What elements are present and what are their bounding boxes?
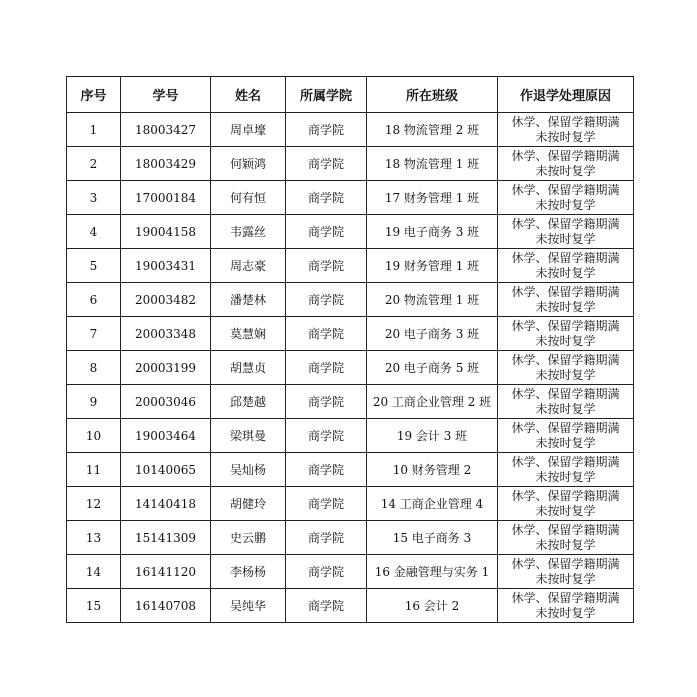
cell-college: 商学院 <box>286 351 367 385</box>
cell-class: 14 工商企业管理 4 <box>367 487 498 521</box>
cell-serial-no: 14 <box>67 555 121 589</box>
reason-text-line: 未按时复学 <box>535 163 596 178</box>
cell-name: 梁琪曼 <box>211 419 286 453</box>
cell-serial-no: 3 <box>67 181 121 215</box>
cell-class: 15 电子商务 3 <box>367 521 498 555</box>
table-row <box>67 113 634 147</box>
reason-text-line: 休学、保留学籍期满 <box>511 590 620 605</box>
cell-student-id: 16140708 <box>121 589 211 623</box>
reason-text-line: 未按时复学 <box>535 265 596 280</box>
cell-class: 18 物流管理 2 班 <box>367 113 498 147</box>
cell-class: 18 物流管理 1 班 <box>367 147 498 181</box>
cell-name: 何有恒 <box>211 181 286 215</box>
cell-student-id: 20003482 <box>121 283 211 317</box>
reason-text-line: 未按时复学 <box>535 605 596 620</box>
cell-student-id: 18003429 <box>121 147 211 181</box>
reason-text-line: 未按时复学 <box>535 571 596 586</box>
cell-college: 商学院 <box>286 113 367 147</box>
table-row <box>67 181 634 215</box>
cell-withdrawal-reason <box>498 521 634 555</box>
cell-college: 商学院 <box>286 521 367 555</box>
cell-name: 何颖鸿 <box>211 147 286 181</box>
header-student-id: 学号 <box>121 77 211 113</box>
cell-serial-no: 9 <box>67 385 121 419</box>
cell-withdrawal-reason <box>498 385 634 419</box>
table-row <box>67 555 634 589</box>
reason-text-line: 休学、保留学籍期满 <box>511 284 620 299</box>
cell-class: 16 金融管理与实务 1 <box>367 555 498 589</box>
header-college: 所属学院 <box>286 77 367 113</box>
cell-withdrawal-reason <box>498 589 634 623</box>
cell-class: 17 财务管理 1 班 <box>367 181 498 215</box>
cell-withdrawal-reason <box>498 351 634 385</box>
cell-name: 周志豪 <box>211 249 286 283</box>
cell-name: 吴灿杨 <box>211 453 286 487</box>
cell-serial-no: 5 <box>67 249 121 283</box>
header-serial-no: 序号 <box>67 77 121 113</box>
cell-withdrawal-reason <box>498 555 634 589</box>
cell-student-id: 20003348 <box>121 317 211 351</box>
reason-text-line: 休学、保留学籍期满 <box>511 556 620 571</box>
cell-college: 商学院 <box>286 181 367 215</box>
cell-student-id: 19003464 <box>121 419 211 453</box>
cell-class: 20 电子商务 3 班 <box>367 317 498 351</box>
cell-name: 邱楚越 <box>211 385 286 419</box>
cell-college: 商学院 <box>286 147 367 181</box>
cell-student-id: 14140418 <box>121 487 211 521</box>
cell-serial-no: 1 <box>67 113 121 147</box>
cell-name: 李杨杨 <box>211 555 286 589</box>
reason-text-line: 休学、保留学籍期满 <box>511 488 620 503</box>
cell-college: 商学院 <box>286 589 367 623</box>
cell-serial-no: 4 <box>67 215 121 249</box>
cell-name: 周卓壕 <box>211 113 286 147</box>
cell-serial-no: 10 <box>67 419 121 453</box>
cell-serial-no: 15 <box>67 589 121 623</box>
cell-student-id: 16141120 <box>121 555 211 589</box>
cell-name: 吴纯华 <box>211 589 286 623</box>
cell-student-id: 15141309 <box>121 521 211 555</box>
cell-name: 潘楚林 <box>211 283 286 317</box>
cell-withdrawal-reason <box>498 453 634 487</box>
reason-text-line: 休学、保留学籍期满 <box>511 148 620 163</box>
cell-name: 韦露丝 <box>211 215 286 249</box>
table-row <box>67 419 634 453</box>
cell-withdrawal-reason <box>498 487 634 521</box>
cell-college: 商学院 <box>286 215 367 249</box>
cell-student-id: 18003427 <box>121 113 211 147</box>
reason-text-line: 休学、保留学籍期满 <box>511 386 620 401</box>
reason-text-line: 休学、保留学籍期满 <box>511 250 620 265</box>
table-row <box>67 351 634 385</box>
table-row <box>67 283 634 317</box>
cell-student-id: 19003431 <box>121 249 211 283</box>
reason-text-line: 休学、保留学籍期满 <box>511 352 620 367</box>
cell-serial-no: 6 <box>67 283 121 317</box>
reason-text-line: 未按时复学 <box>535 367 596 382</box>
cell-serial-no: 2 <box>67 147 121 181</box>
reason-text-line: 休学、保留学籍期满 <box>511 182 620 197</box>
table-row <box>67 589 634 623</box>
header-withdrawal-reason: 作退学处理原因 <box>498 77 634 113</box>
cell-serial-no: 13 <box>67 521 121 555</box>
cell-college: 商学院 <box>286 555 367 589</box>
cell-withdrawal-reason <box>498 215 634 249</box>
cell-class: 19 会计 3 班 <box>367 419 498 453</box>
withdrawal-roster-table <box>66 76 634 623</box>
header-name: 姓名 <box>211 77 286 113</box>
cell-class: 16 会计 2 <box>367 589 498 623</box>
cell-name: 胡慧贞 <box>211 351 286 385</box>
cell-college: 商学院 <box>286 419 367 453</box>
cell-name: 胡健玲 <box>211 487 286 521</box>
reason-text-line: 休学、保留学籍期满 <box>511 216 620 231</box>
reason-text-line: 未按时复学 <box>535 503 596 518</box>
reason-text-line: 休学、保留学籍期满 <box>511 522 620 537</box>
cell-withdrawal-reason <box>498 283 634 317</box>
table-row <box>67 487 634 521</box>
reason-text-line: 未按时复学 <box>535 333 596 348</box>
table-row <box>67 215 634 249</box>
cell-college: 商学院 <box>286 453 367 487</box>
table-row <box>67 317 634 351</box>
header-class: 所在班级 <box>367 77 498 113</box>
cell-serial-no: 8 <box>67 351 121 385</box>
table-row <box>67 249 634 283</box>
reason-text-line: 未按时复学 <box>535 231 596 246</box>
cell-student-id: 20003046 <box>121 385 211 419</box>
table-header-row <box>67 77 634 113</box>
cell-name: 史云鹏 <box>211 521 286 555</box>
cell-student-id: 17000184 <box>121 181 211 215</box>
cell-class: 20 物流管理 1 班 <box>367 283 498 317</box>
cell-student-id: 19004158 <box>121 215 211 249</box>
cell-class: 10 财务管理 2 <box>367 453 498 487</box>
cell-withdrawal-reason <box>498 147 634 181</box>
reason-text-line: 休学、保留学籍期满 <box>511 454 620 469</box>
cell-college: 商学院 <box>286 385 367 419</box>
reason-text-line: 休学、保留学籍期满 <box>511 114 620 129</box>
cell-withdrawal-reason <box>498 181 634 215</box>
reason-text-line: 休学、保留学籍期满 <box>511 318 620 333</box>
cell-college: 商学院 <box>286 317 367 351</box>
cell-class: 19 财务管理 1 班 <box>367 249 498 283</box>
table-row <box>67 385 634 419</box>
cell-college: 商学院 <box>286 487 367 521</box>
cell-withdrawal-reason <box>498 113 634 147</box>
reason-text-line: 未按时复学 <box>535 537 596 552</box>
cell-class: 20 电子商务 5 班 <box>367 351 498 385</box>
cell-serial-no: 11 <box>67 453 121 487</box>
reason-text-line: 未按时复学 <box>535 197 596 212</box>
cell-class: 20 工商企业管理 2 班 <box>367 385 498 419</box>
reason-text-line: 未按时复学 <box>535 469 596 484</box>
cell-student-id: 10140065 <box>121 453 211 487</box>
reason-text-line: 未按时复学 <box>535 299 596 314</box>
cell-college: 商学院 <box>286 283 367 317</box>
cell-serial-no: 12 <box>67 487 121 521</box>
reason-text-line: 未按时复学 <box>535 435 596 450</box>
reason-text-line: 未按时复学 <box>535 401 596 416</box>
table-row <box>67 147 634 181</box>
cell-withdrawal-reason <box>498 419 634 453</box>
reason-text-line: 休学、保留学籍期满 <box>511 420 620 435</box>
cell-withdrawal-reason <box>498 249 634 283</box>
cell-class: 19 电子商务 3 班 <box>367 215 498 249</box>
table-row <box>67 521 634 555</box>
cell-student-id: 20003199 <box>121 351 211 385</box>
cell-withdrawal-reason <box>498 317 634 351</box>
table-row <box>67 453 634 487</box>
cell-serial-no: 7 <box>67 317 121 351</box>
table-body <box>67 113 634 623</box>
reason-text-line: 未按时复学 <box>535 129 596 144</box>
cell-name: 莫慧娴 <box>211 317 286 351</box>
cell-college: 商学院 <box>286 249 367 283</box>
